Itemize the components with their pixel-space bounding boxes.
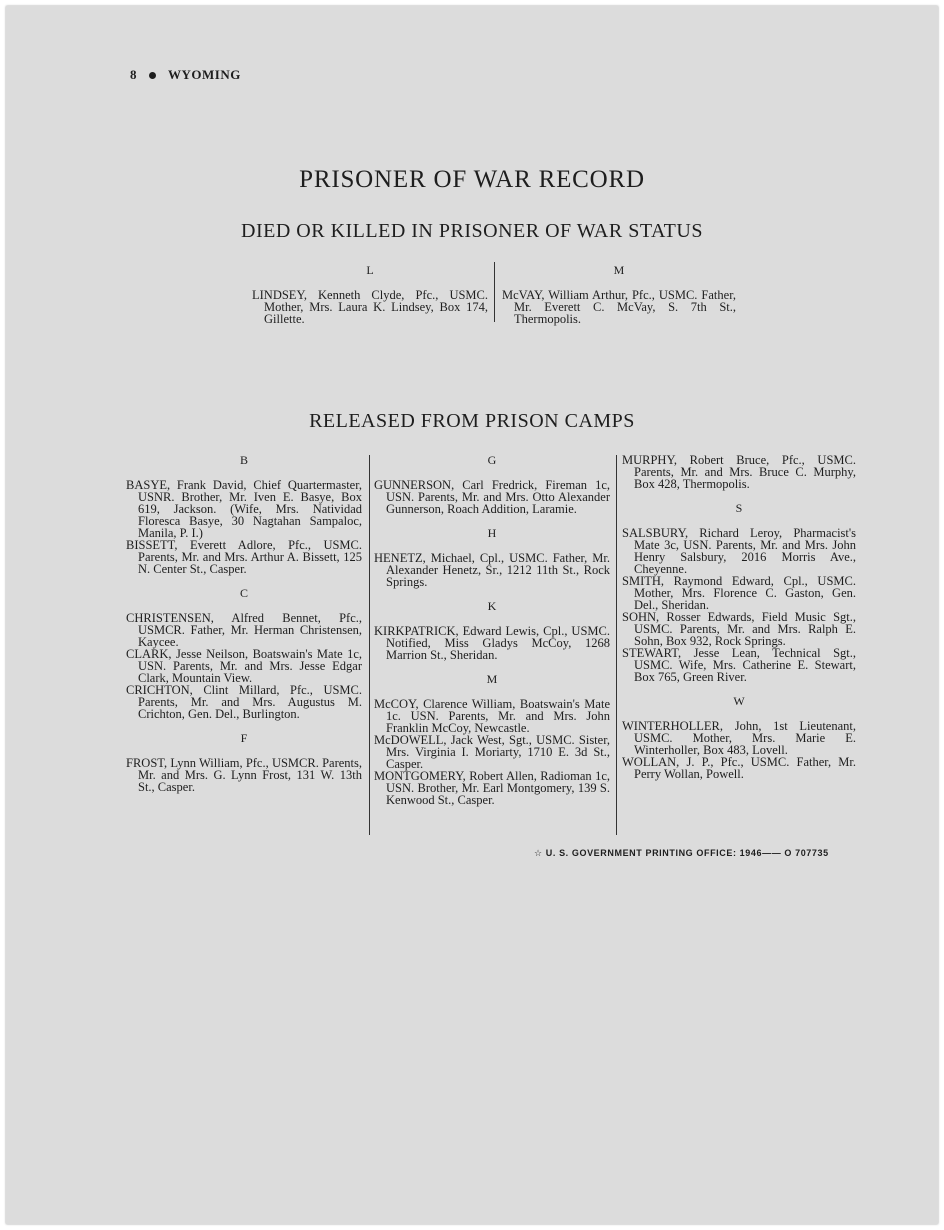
released-section-heading: RELEASED FROM PRISON CAMPS [309, 410, 635, 432]
section-letter: K [487, 599, 497, 613]
list-item: CRICHTON, Clint Millard, Pfc., USMC. Parents, Mr. and Mrs. Augustus M. Crichton, Gen. Del., Burlington. [126, 683, 362, 721]
section-letter: L [366, 263, 374, 277]
list-item: CHRISTENSEN, Alfred Bennet, Pfc., USMCR. Father, Mr. Herman Christensen, Kaycee. [126, 611, 362, 649]
died-left-column [252, 264, 488, 325]
section-letter: G [487, 453, 497, 467]
page-header [130, 67, 241, 83]
list-item: LINDSEY, Kenneth Clyde, Pfc., USMC. Mother, Mrs. Laura K. Lindsey, Box 174, Gillette. [252, 288, 488, 326]
column-divider [494, 262, 495, 322]
released-column-3 [622, 454, 856, 780]
list-item: McDOWELL, Jack West, Sgt., USMC. Sister, Mrs. Virginia I. Moriarty, 1710 E. 3d St., Casper. [374, 733, 610, 771]
list-item: CLARK, Jesse Neilson, Boatswain's Mate 1c, USN. Parents, Mr. and Mrs. Jesse Edgar Clark, Mountain View. [126, 647, 362, 685]
printing-office-footer: ☆ U. S. GOVERNMENT PRINTING OFFICE: 1946—— O 707735 [534, 848, 829, 858]
section-letter: M [486, 672, 498, 686]
section-letter: F [240, 731, 248, 745]
page-title: PRISONER OF WAR RECORD [299, 166, 645, 193]
bullet-icon [149, 72, 156, 79]
section-letter: S [735, 501, 743, 515]
died-right-column [502, 264, 736, 325]
list-item: McVAY, William Arthur, Pfc., USMC. Father, Mr. Everett C. McVay, S. 7th St., Thermopolis. [502, 288, 736, 326]
column-divider [616, 455, 617, 835]
section-letter: M [613, 263, 625, 277]
list-item: SMITH, Raymond Edward, Cpl., USMC. Mother, Mrs. Florence C. Gaston, Gen. Del., Sheridan. [622, 574, 856, 612]
list-item: FROST, Lynn William, Pfc., USMCR. Parents, Mr. and Mrs. G. Lynn Frost, 131 W. 13th St., Casper. [126, 756, 362, 794]
section-letter: C [239, 586, 248, 600]
list-item: WINTERHOLLER, John, 1st Lieutenant, USMC. Mother, Mrs. Marie E. Winterholler, Box 483, Lovell. [622, 719, 856, 757]
released-column-2 [374, 454, 610, 806]
released-column-1 [126, 454, 362, 793]
section-letter: H [487, 526, 497, 540]
list-item: KIRKPATRICK, Edward Lewis, Cpl., USMC. Notified, Miss Gladys McCoy, 1268 Marrion St., Sheridan. [374, 624, 610, 662]
list-item: MONTGOMERY, Robert Allen, Radioman 1c, USN. Brother, Mr. Earl Montgomery, 139 S. Kenwood St., Casper. [374, 769, 610, 807]
page-number: 8 [130, 67, 137, 82]
column-divider [369, 455, 370, 835]
died-section-heading: DIED OR KILLED IN PRISONER OF WAR STATUS [241, 220, 703, 242]
list-item: SALSBURY, Richard Leroy, Pharmacist's Mate 3c, USN. Parents, Mr. and Mrs. John Henry Salsbury, 2016 Morris Ave., Cheyenne. [622, 526, 856, 576]
section-letter: B [239, 453, 248, 467]
list-item: MURPHY, Robert Bruce, Pfc., USMC. Parents, Mr. and Mrs. Bruce C. Murphy, Box 428, Thermopolis. [622, 453, 856, 491]
list-item: WOLLAN, J. P., Pfc., USMC. Father, Mr. Perry Wollan, Powell. [622, 755, 856, 781]
list-item: McCOY, Clarence William, Boatswain's Mate 1c. USN. Parents, Mr. and Mrs. John Franklin McCoy, Newcastle. [374, 697, 610, 735]
list-item: GUNNERSON, Carl Fredrick, Fireman 1c, USN. Parents, Mr. and Mrs. Otto Alexander Gunnerson, Roach Addition, Laramie. [374, 478, 610, 516]
state-name: WYOMING [168, 67, 241, 82]
list-item: STEWART, Jesse Lean, Technical Sgt., USMC. Wife, Mrs. Catherine E. Stewart, Box 765, Green River. [622, 646, 856, 684]
section-letter: W [733, 694, 745, 708]
list-item: BASYE, Frank David, Chief Quartermaster, USNR. Brother, Mr. Iven E. Basye, Box 619, Jackson. (Wife, Mrs. Natividad Floresca Basye, 30 Nagtahan Sampaloc, Manila, P. I.) [126, 478, 362, 540]
list-item: SOHN, Rosser Edwards, Field Music Sgt., USMC. Parents, Mr. and Mrs. Ralph E. Sohn, Box 932, Rock Springs. [622, 610, 856, 648]
list-item: HENETZ, Michael, Cpl., USMC. Father, Mr. Alexander Henetz, Sr., 1212 11th St., Rock Springs. [374, 551, 610, 589]
list-item: BISSETT, Everett Adlore, Pfc., USMC. Parents, Mr. and Mrs. Arthur A. Bissett, 125 N. Center St., Casper. [126, 538, 362, 576]
